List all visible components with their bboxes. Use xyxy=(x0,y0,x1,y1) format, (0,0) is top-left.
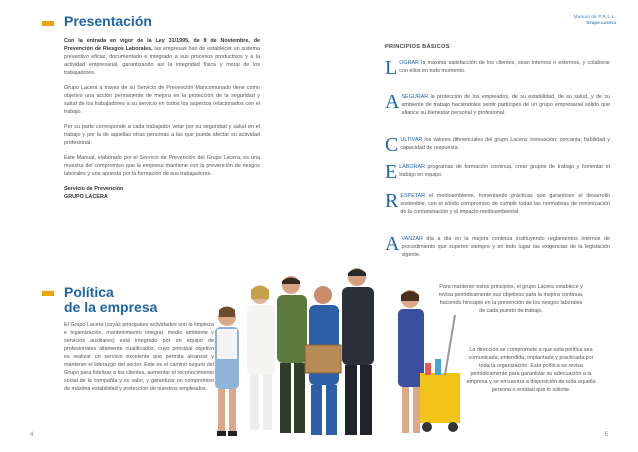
politica-paragraph: El Grupo Lacera (cuyas principales actividades son la limpieza e higienización, mantenimiento integral, medio ambiente y servicios auxiliares) está integrado por un equipo de profesionales altamente cualificados, cuyo principal objetivo es realizar un servicio excelente que permita alcanzar y mantener el liderazgo del sector. Este es el camino seguro del Grupo para fidelizar a los clientes, aumentar el reconocimiento social de la compañía y su valor, y garantizar un compromiso de máxima estabilidad y protección de nuestros empleados. xyxy=(64,322,214,392)
closing-paragraph: Para mantener estos principios, el grupo Lacera establece y revisa periódicamente sus objetivos para la mejora continua, haciendo hincapié en la prevención de los riesgos laborales de cada puesto de trabajo. xyxy=(438,284,584,314)
header-line1: Manual de P.R.L.L. xyxy=(573,14,616,19)
workers-photo xyxy=(205,255,465,445)
presentacion-title: Presentación xyxy=(64,13,152,29)
politica-title: Política de la empresa xyxy=(64,284,158,315)
presentacion-body xyxy=(64,37,260,201)
law-reference: Con la entrada en vigor de la Ley 31/1995, de 8 de Noviembre, de Prevención de Riesgos Laborales, xyxy=(64,38,260,52)
politica-body xyxy=(64,321,214,400)
running-header xyxy=(574,14,616,26)
page-number-right: 5 xyxy=(604,432,608,438)
principles-heading: PRINCIPIOS BÁSICOS xyxy=(385,44,450,50)
drop-cap: E xyxy=(385,161,398,183)
workers-illustration xyxy=(205,255,465,445)
principle-item: CULTIVAR los valores diferenciales del grupo Lacera: innovación; cercanía; fiabilidad y capacidad de respuesta. xyxy=(385,134,610,156)
worker-figure xyxy=(247,286,275,431)
worker-figure xyxy=(215,307,239,437)
principle-item: ELABORAR programas de formación continua, crear grupos de trabajo y fomentar el trabajo en equipo. xyxy=(385,161,610,183)
principle-item: RESPETAR el medioambiente, fomentando prácticas que garanticen el desarrollo sostenible, con el sólido compromiso de cumplir todas las normativas de minimización de la contaminación y el impacto medioambiental. xyxy=(385,190,610,215)
worker-figure xyxy=(305,286,341,435)
worker-figure xyxy=(277,276,307,433)
drop-cap: C xyxy=(385,134,399,156)
drop-cap: A xyxy=(385,233,400,255)
principle-item: ASEGURAR la protección de los empleados, de su estabilidad, de su salud, y de su ambiente de trabajo haciéndoles sentir partícipes de un grupo empresarial sólido que afiance su bienestar personal y profesional. xyxy=(385,91,610,116)
page-number-left: 4 xyxy=(30,432,34,438)
drop-cap: L xyxy=(385,57,398,79)
header-line2: Grupo Lacera xyxy=(586,20,616,25)
presentacion-paragraph: Este Manual, elaborado por el Servicio de Prevención del Grupo Lacera, es una muestra del compromiso que la empresa mantiene con la prevención de riesgos laborales y una apuesta por la formación de sus trabajadores. xyxy=(64,155,260,177)
section-marker xyxy=(42,291,54,296)
section-marker xyxy=(42,21,54,26)
presentacion-paragraph: Grupo Lacera a través de su Servicio de Prevención Mancomunado tiene como objetivo una acción permanente de mejora en la protección de la seguridad y salud de los trabajadores a su servicio en todos los aspectos relacionados con el trabajo. xyxy=(64,85,260,115)
drop-cap: A xyxy=(385,91,400,113)
closing-paragraph: La dirección se compromete a que esta política sea comunicada, entendida, implantada y practicada por toda la organización. Esta política se revisa periódicamente para garantizar su adecuación a la empresa y se encuentra a disposición de toda aquella persona o entidad que lo solicite. xyxy=(466,347,596,393)
signature-line1: Servicio de Prevención xyxy=(64,186,124,192)
presentacion-paragraph: Con la entrada en vigor de la Ley 31/1995, de 8 de Noviembre, de Prevención de Riesgos Laborales, las empresas han de establecer un sistema preventivo eficaz, documentado e integrado a sus procesos productivos y a la actividad empresarial, garantizando así la integridad física y moral de los trabajadores. xyxy=(64,38,260,76)
principle-item: AVANZAR día a día en la mejora continua instituyendo reglamentos internos de procedimiento que superen siempre y en todo lugar las exigencias de la legislación vigente. xyxy=(385,233,610,258)
presentacion-paragraph: Por su parte corresponde a cada trabajador velar por su seguridad y salud en el trabajo y por la de aquellas otras personas a las que pueda afectar su actividad profesional. xyxy=(64,124,260,146)
signature-line2: GRUPO LACERA xyxy=(64,194,108,200)
worker-figure xyxy=(342,268,374,435)
principle-item: LOGRAR la máxima satisfacción de los clientes, sean internos o externos, y colaborar con ellos en todo momento. xyxy=(385,57,610,79)
cleaning-cart xyxy=(420,315,460,432)
drop-cap: R xyxy=(385,190,399,212)
